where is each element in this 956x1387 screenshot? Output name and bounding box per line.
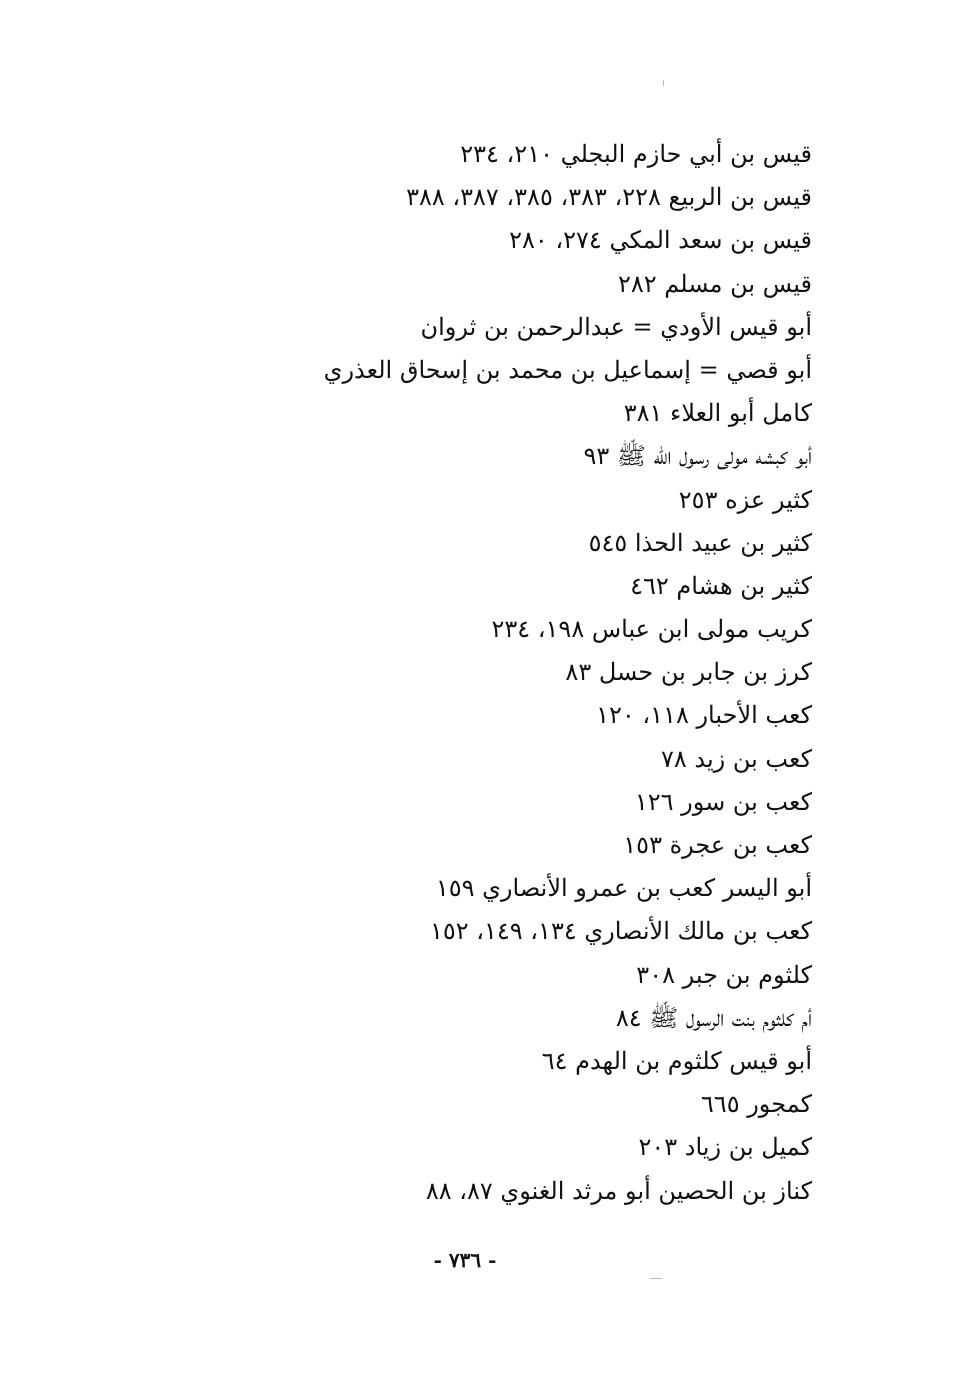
index-entry: أبو قيس الأودي = عبدالرحمن بن ثروان [420, 312, 812, 341]
scan-speck [650, 1278, 662, 1279]
index-entry: كعب بن زيد ٧٨ [660, 744, 812, 773]
index-entry: كميل بن زياد ٢٠٣ [638, 1133, 812, 1162]
index-entry: كمجور ٦٦٥ [700, 1090, 812, 1119]
index-entry: كناز بن الحصين أبو مرثد الغنوي ٨٧، ٨٨ [425, 1176, 812, 1205]
index-entry: كعب الأحبار ١١٨، ١٢٠ [596, 701, 812, 730]
index-entry: أبو اليسر كعب بن عمرو الأنصاري ١٥٩ [435, 874, 812, 903]
page-number: - ٧٣٦ - [433, 1248, 497, 1272]
index-entry: أبو قيس كلثوم بن الهدم ٦٤ [541, 1046, 812, 1075]
index-entry: كثير عزه ٢٥٣ [678, 485, 812, 514]
index-entry: أبو قصي = إسماعيل بن محمد بن إسحاق العذري [323, 355, 812, 384]
index-entry: كعب بن مالك الأنصاري ١٣٤، ١٤٩، ١٥٢ [429, 917, 812, 946]
index-entry: كثير بن هشام ٤٦٢ [630, 571, 812, 600]
index-entry: كريب مولى ابن عباس ١٩٨، ٢٣٤ [491, 615, 812, 644]
index-entry: قيس بن مسلم ٢٨٢ [617, 269, 812, 298]
index-entry: أبو كبشه مولى رسول الله ﷺ ٩٣ [583, 442, 812, 471]
scan-speck [663, 80, 664, 86]
index-entry: قيس بن سعد المكي ٢٧٤، ٢٨٠ [509, 226, 812, 255]
index-entry: قيس بن الربيع ٢٢٨، ٣٨٣، ٣٨٥، ٣٨٧، ٣٨٨ [406, 183, 812, 212]
index-entry: قيس بن أبي حازم البجلي ٢١٠، ٢٣٤ [460, 140, 812, 168]
index-entry: كرز بن جابر بن حسل ٨٣ [565, 658, 812, 687]
name-index-list [292, 133, 812, 1213]
index-entry: كثير بن عبيد الحذا ٥٤٥ [588, 528, 812, 557]
index-entry: كعب بن عجرة ١٥٣ [623, 831, 812, 859]
index-entry: كامل أبو العلاء ٣٨١ [623, 399, 812, 428]
index-entry: أم كلثوم بنت الرسول ﷺ ٨٤ [615, 1003, 812, 1032]
index-entry: كلثوم بن جبر ٣٠٨ [636, 960, 812, 989]
index-entry: كعب بن سور ١٢٦ [634, 787, 812, 816]
